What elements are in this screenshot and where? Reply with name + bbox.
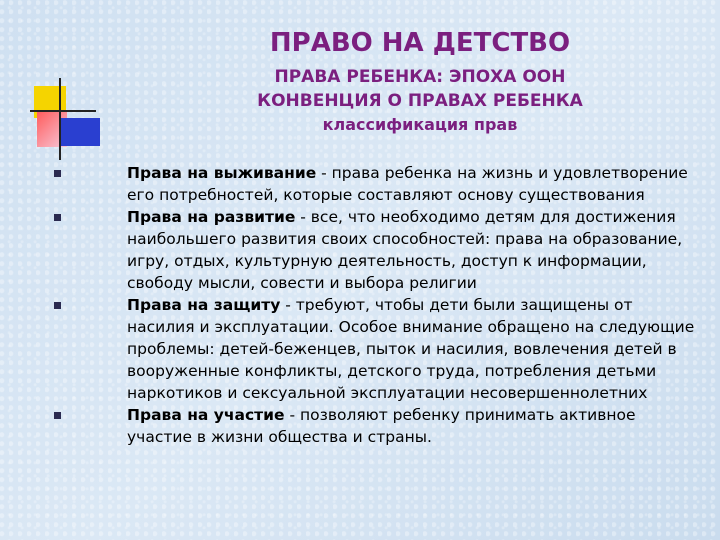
right-name: Права на развитие — [127, 208, 296, 226]
subtitle-convention: КОНВЕНЦИЯ О ПРАВАХ РЕБЕНКА — [257, 91, 583, 111]
vertical-line — [59, 78, 61, 160]
blue-square — [60, 118, 100, 146]
right-name: Права на выживание — [127, 164, 317, 182]
list-item-survival — [54, 162, 704, 206]
right-description: - требуют, чтобы дети были защищены от насилия и эксплуатации. Особое внимание обращено на следующие проблемы: детей-беженцев, пыток и насилия, вовлечения детей в вооруженные конфликты, детского труда, потребления детьми наркотиков и сексуальной эксплуатации несовершеннолетних — [127, 296, 695, 402]
square-bullet-icon — [54, 412, 61, 419]
rights-list — [54, 162, 704, 448]
right-name: Права на защиту — [127, 296, 281, 314]
right-name: Права на участие — [127, 406, 285, 424]
square-bullet-icon — [54, 214, 61, 221]
right-description: - позволяют ребенку принимать активное участие в жизни общества и страны. — [127, 406, 636, 446]
right-description: - права ребенка на жизнь и удовлетворение его потребностей, которые составляют основу существования — [127, 164, 688, 204]
square-bullet-icon — [54, 302, 61, 309]
list-item-protection — [54, 294, 704, 404]
square-bullet-icon — [54, 170, 61, 177]
decorative-squares-logo — [30, 78, 105, 168]
subtitle-classification: классификация прав — [322, 115, 518, 134]
subtitle-era: ПРАВА РЕБЕНКА: ЭПОХА ООН — [274, 67, 566, 87]
page-title: ПРАВО НА ДЕТСТВО — [269, 28, 571, 58]
list-item-participation — [54, 404, 704, 448]
right-description: - все, что необходимо детям для достижения наибольшего развития своих способностей: права на образование, игру, отдых, культурную деятельность, доступ к информации, свободу мысли, совести и выбора религии — [127, 208, 683, 292]
list-item-development — [54, 206, 704, 294]
horizontal-line — [30, 110, 96, 112]
